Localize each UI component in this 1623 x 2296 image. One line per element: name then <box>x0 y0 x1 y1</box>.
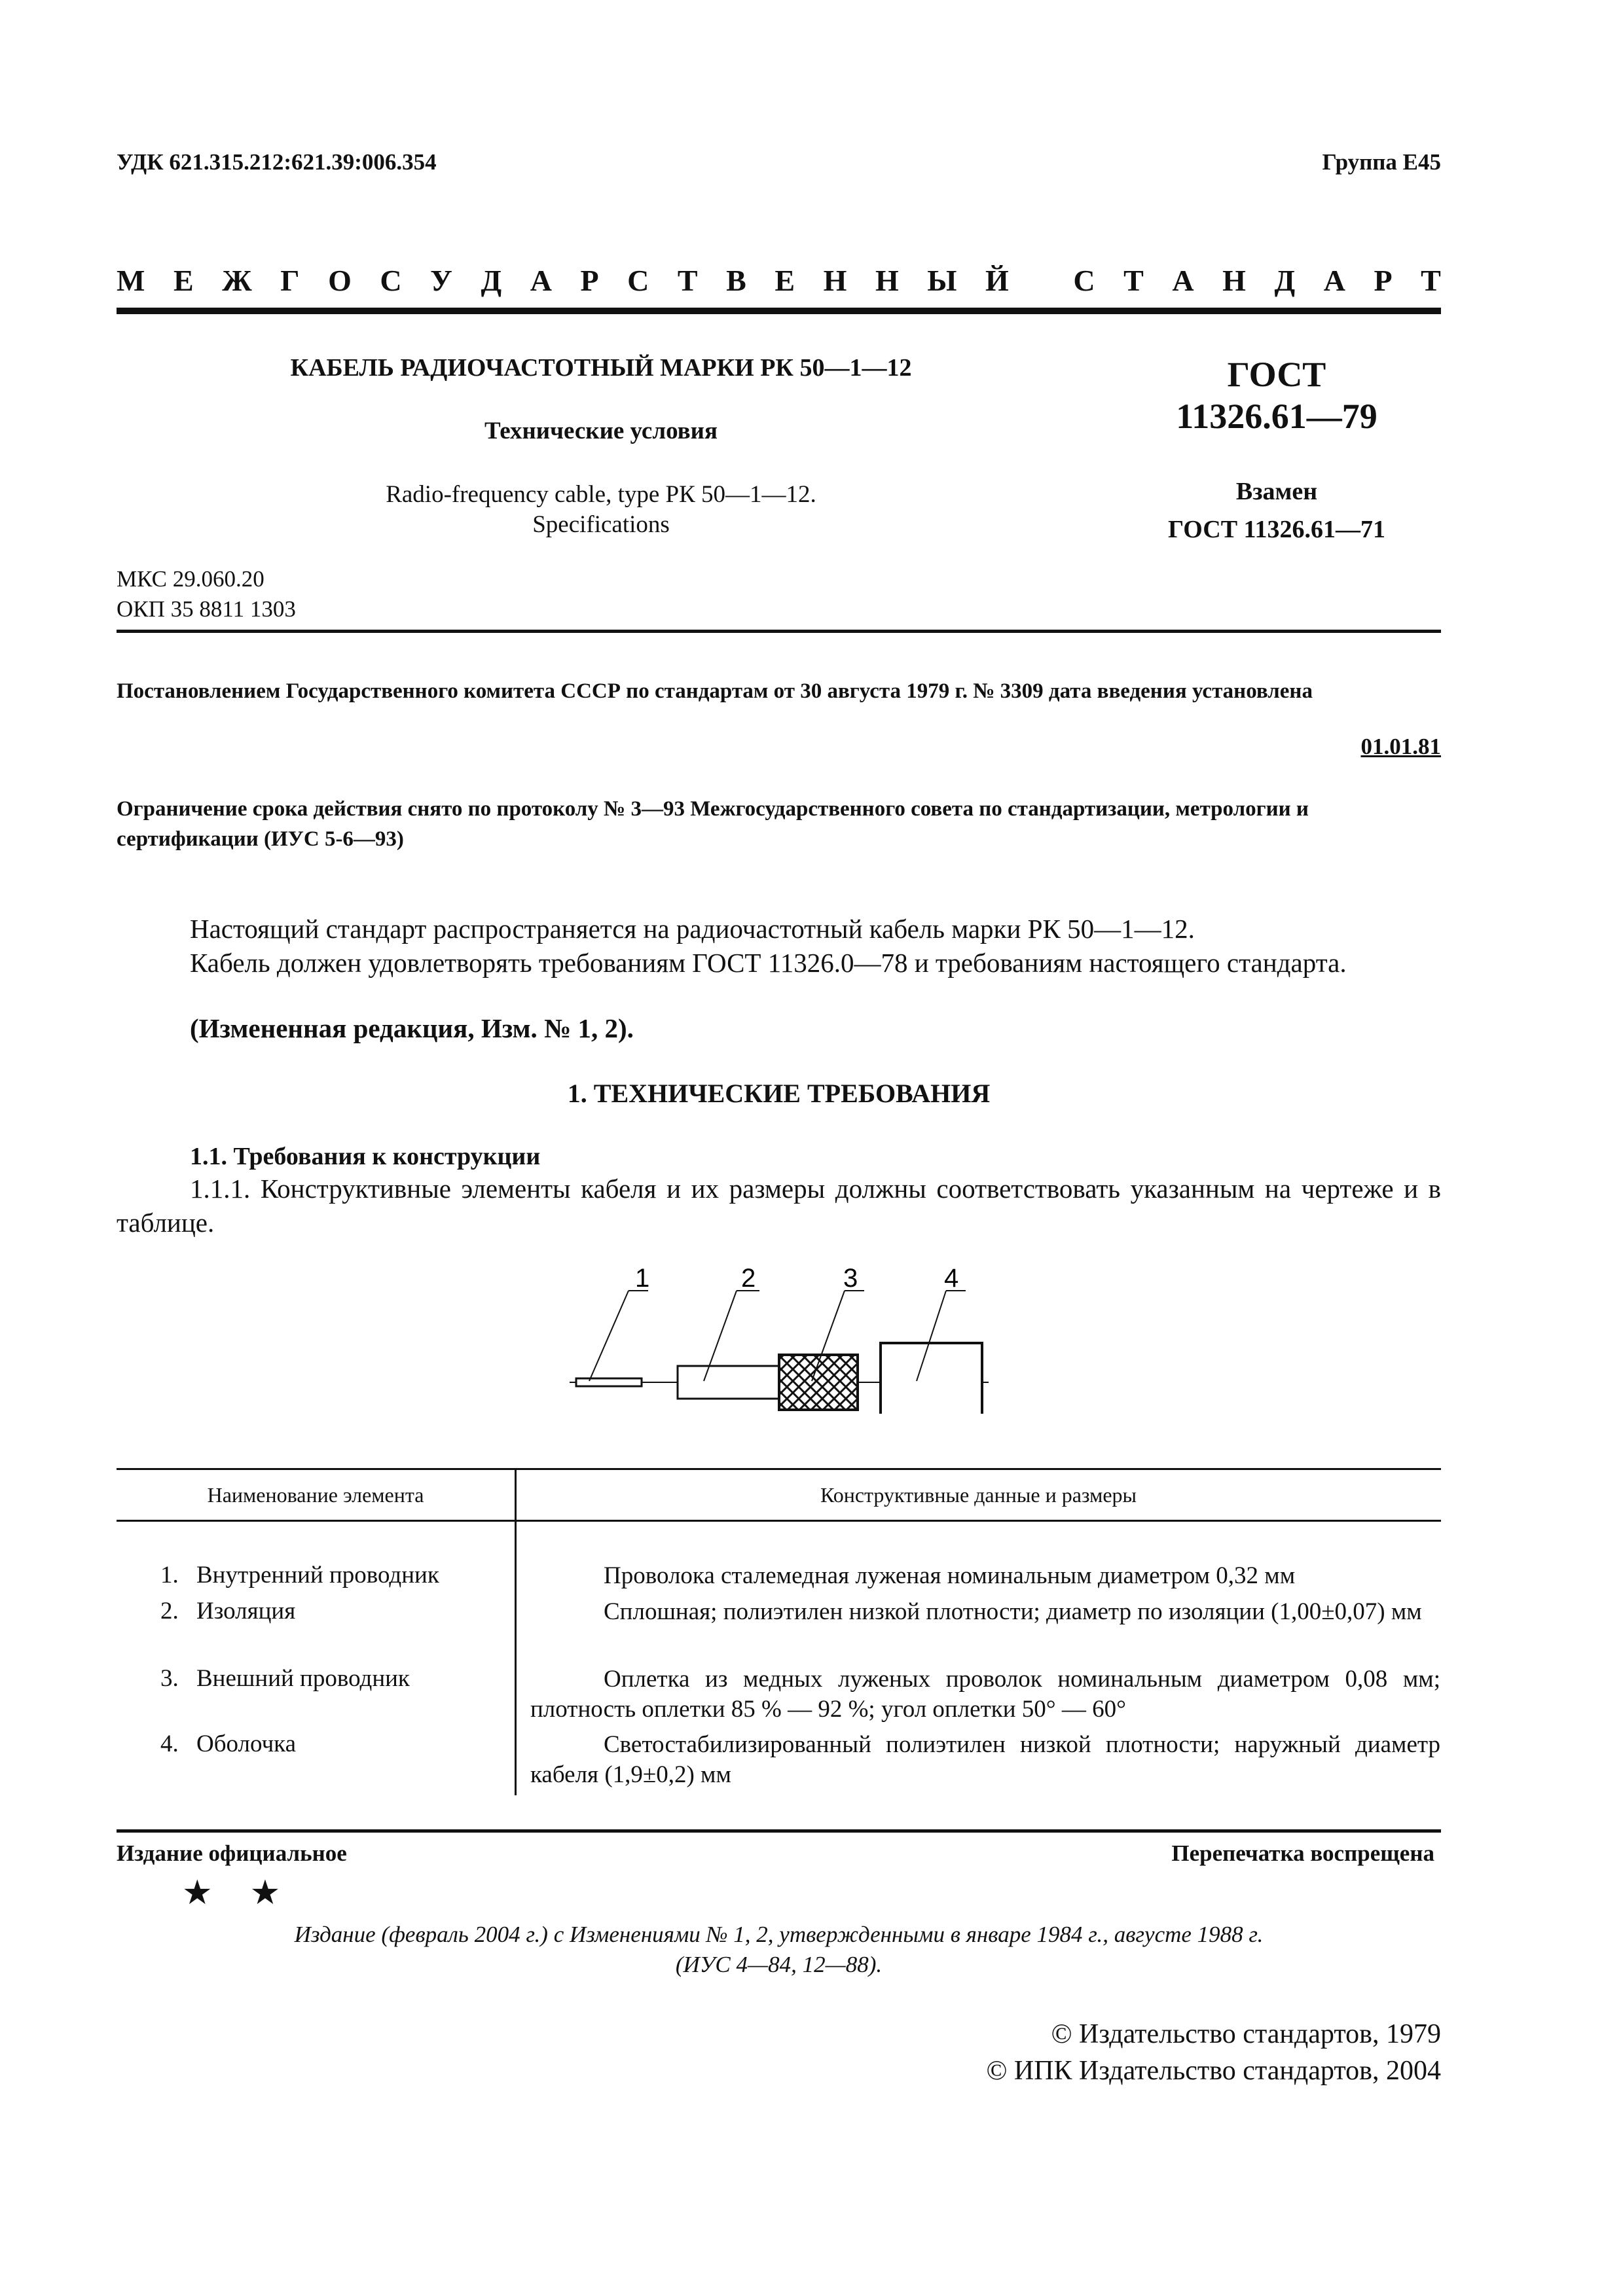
banner-letter: Н <box>1222 264 1246 297</box>
table-column-divider <box>515 1468 517 1795</box>
table-row-desc: Светостабилизированный полиэтилен низкой плотности; наружный диаметр кабеля (1,9±0,2) мм <box>530 1731 1440 1788</box>
leader-line-1 <box>589 1291 629 1381</box>
amendment-note: (Измененная редакция, Изм. № 1, 2). <box>190 1013 634 1043</box>
replaces-label: Взамен <box>1235 478 1318 505</box>
cable-drawing <box>563 1263 995 1414</box>
table-header-rule <box>117 1520 1441 1522</box>
banner-letter: С <box>380 264 402 297</box>
table-header <box>117 1473 1441 1518</box>
col-header-element: Наименование элемента <box>207 1483 424 1507</box>
edition-note <box>117 1920 1441 1980</box>
banner-letter: М <box>117 264 145 297</box>
english-title-line: Specifications <box>532 511 670 538</box>
banner-letter: С <box>627 264 649 297</box>
banner-letter: В <box>726 264 746 297</box>
mks-code: МКС 29.060.20 <box>117 566 264 592</box>
banner-letter: О <box>328 264 352 297</box>
interstate-standard-banner <box>117 263 1441 298</box>
drawing-label-3: 3 <box>843 1264 858 1293</box>
drawing-label-2: 2 <box>741 1264 756 1293</box>
decree-text: Постановлением Государственного комитета СССР по стандартам от 30 августа 1979 г. № 3309 дата введения установлена <box>117 679 1313 703</box>
table-row-desc: Проволока сталемедная луженая номинальным диаметром 0,32 мм <box>604 1562 1296 1589</box>
drawing-label-1: 1 <box>635 1264 650 1293</box>
banner-letter: Р <box>1374 264 1393 297</box>
udk-code: УДК 621.315.212:621.39:006.354 <box>117 149 437 175</box>
replaces-standard: ГОСТ 11326.61—71 <box>1168 516 1385 543</box>
banner-letter: Р <box>580 264 599 297</box>
copyright-block <box>986 2016 1441 2089</box>
table-row-num: 3. <box>160 1665 179 1692</box>
introduction-date: 01.01.81 <box>1360 734 1441 759</box>
table-row-name: Оболочка <box>196 1731 297 1757</box>
english-title-line: Radio-frequency cable, type РК 50—1—12. <box>386 481 816 508</box>
banner-letter: А <box>530 264 552 297</box>
stars-mark: ★ ★ <box>182 1874 295 1912</box>
banner-letter: Г <box>280 264 300 297</box>
paragraph-requirements: Кабель должен удовлетворять требованиям ГОСТ 11326.0—78 и требованиям настоящего стандарта. <box>190 948 1347 978</box>
official-edition-label: Издание официальное <box>117 1840 347 1866</box>
paragraph-scope: Настоящий стандарт распространяется на радиочастотный кабель марки РК 50—1—12. <box>190 914 1195 944</box>
banner-letter: С <box>1073 264 1095 297</box>
footer-rule <box>117 1829 1441 1833</box>
copyright-line: © ИПК Издательство стандартов, 2004 <box>986 2056 1441 2086</box>
document-title: КАБЕЛЬ РАДИОЧАСТОТНЫЙ МАРКИ РК 50—1—12 <box>290 354 912 382</box>
edition-line: (ИУС 4—84, 12—88). <box>675 1952 883 1977</box>
sheath <box>881 1343 982 1414</box>
banner-letter: Д <box>481 264 502 297</box>
okp-code: ОКП 35 8811 1303 <box>117 596 296 622</box>
insulation <box>678 1366 789 1399</box>
reprint-prohibited-label: Перепечатка воспрещена <box>1171 1840 1434 1866</box>
table-row-num: 4. <box>160 1731 179 1757</box>
banner-letter: Т <box>1421 264 1441 297</box>
banner-letter: Ы <box>927 264 957 297</box>
banner-letter: Н <box>823 264 847 297</box>
banner-letter: А <box>1172 264 1194 297</box>
document-subtitle: Технические условия <box>484 418 718 444</box>
col-header-data: Конструктивные данные и размеры <box>820 1483 1137 1507</box>
banner-letter: Й <box>985 264 1009 297</box>
banner-letter: Т <box>1123 264 1144 297</box>
banner-letter: Е <box>775 264 795 297</box>
edition-line: Издание (февраль 2004 г.) с Изменениями № 1, 2, утвержденными в январе 1984 г., августе 1988 г. <box>294 1922 1264 1947</box>
banner-rule <box>117 308 1441 314</box>
banner-letter: Д <box>1274 264 1296 297</box>
gost-designation <box>1113 353 1440 546</box>
table-top-rule <box>117 1468 1441 1470</box>
subsection-heading: 1.1. Требования к конструкции <box>190 1143 541 1170</box>
validity-limit-note: Ограничение срока действия снято по протоколу № 3—93 Межгосударственного совета по стандартизации, метрологии и сертификации (ИУС 5-6—93) <box>117 797 1309 851</box>
classification-codes <box>117 564 296 624</box>
table-row-name: Внутренний проводник <box>196 1562 439 1588</box>
banner-gap <box>1037 263 1045 298</box>
table-row-desc: Оплетка из медных луженых проволок номинальным диаметром 0,08 мм; плотность оплетки 85 % — 92 %; угол оплетки 50° — 60° <box>530 1666 1440 1723</box>
table-row-name: Изоляция <box>196 1598 296 1624</box>
table-row-desc: Сплошная; полиэтилен низкой плотности; диаметр по изоляции (1,00±0,07) мм <box>604 1598 1422 1625</box>
inner-conductor <box>576 1378 642 1386</box>
drawing-label-4: 4 <box>944 1264 959 1293</box>
table-row-name: Внешний проводник <box>196 1665 410 1692</box>
section-heading: 1. ТЕХНИЧЕСКИЕ ТРЕБОВАНИЯ <box>567 1079 991 1108</box>
table-row-num: 1. <box>160 1562 179 1588</box>
gost-label: ГОСТ <box>1227 355 1326 394</box>
banner-letter: Т <box>677 264 698 297</box>
banner-letter: У <box>430 264 452 297</box>
table-row-num: 2. <box>160 1598 179 1624</box>
banner-letter: Н <box>875 264 899 297</box>
english-title <box>117 480 1085 540</box>
title-block-rule <box>117 630 1441 633</box>
gost-number: 11326.61—79 <box>1176 397 1377 436</box>
copyright-line: © Издательство стандартов, 1979 <box>1051 2019 1441 2049</box>
banner-letter: А <box>1323 264 1345 297</box>
paragraph-construction: 1.1.1. Конструктивные элементы кабеля и их размеры должны соответствовать указанным на чертеже и в таблице. <box>117 1174 1441 1238</box>
banner-letter: Ж <box>222 264 252 297</box>
group-code: Группа Е45 <box>1322 149 1441 175</box>
banner-letter: Е <box>173 264 194 297</box>
